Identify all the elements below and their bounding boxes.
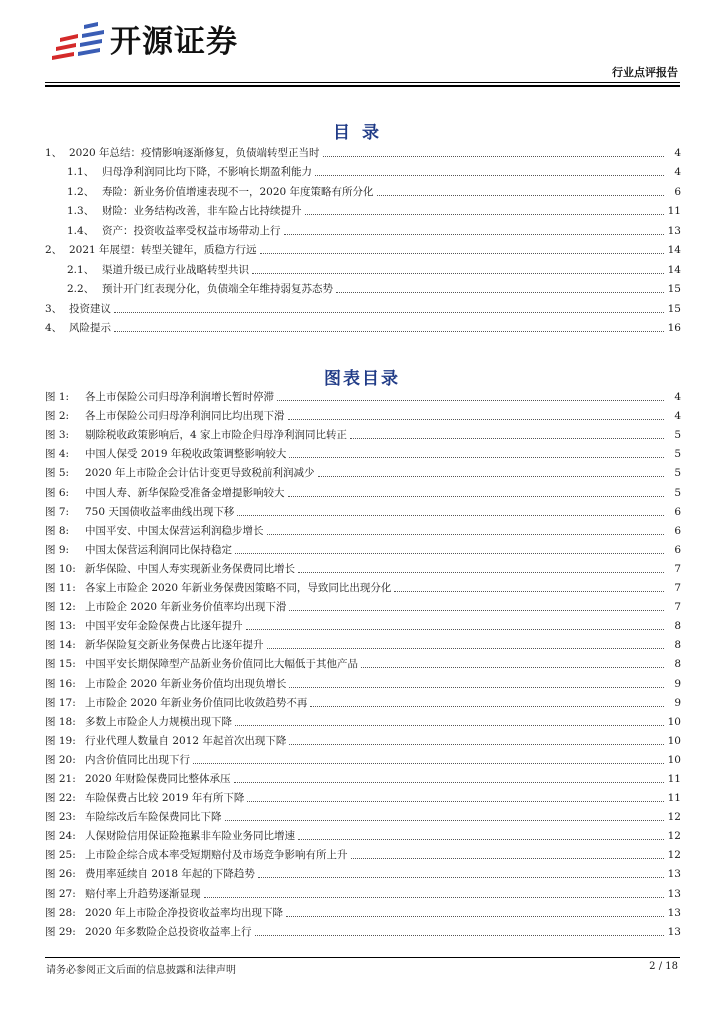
entry-number: 图 6: <box>45 486 70 499</box>
entry-page: 6 <box>674 524 681 537</box>
entry-label: 车险综改后车险保费同比下降 <box>85 811 222 824</box>
figure-entry[interactable] <box>45 881 681 900</box>
toc-title: 目录 <box>333 123 391 143</box>
dot-leader <box>284 233 665 235</box>
entry-label: 资产：投资收益率受权益市场带动上行 <box>102 224 281 237</box>
entry-number: 图 11: <box>45 582 76 595</box>
entry-label: 财险：业务结构改善，非车险占比持续提升 <box>102 205 302 217</box>
entry-number: 图 24: <box>45 830 76 843</box>
dot-leader <box>318 475 664 477</box>
entry-number: 图 16: <box>45 677 76 690</box>
entry-number: 4、 <box>45 322 63 334</box>
entry-number: 图 19: <box>45 734 76 747</box>
header-divider <box>45 82 680 83</box>
dot-leader <box>351 857 665 859</box>
entry-page: 12 <box>667 811 681 824</box>
dot-leader <box>255 934 664 936</box>
dot-leader <box>234 781 664 783</box>
entry-number: 图 28: <box>45 906 76 919</box>
entry-label: 投资建议 <box>69 302 111 315</box>
entry-label: 上市险企 2020 年新业务价值同比收敛趋势不再 <box>85 696 308 709</box>
entry-label: 人保财险信用保证险拖累非车险业务同比增速 <box>85 830 295 843</box>
entry-number: 2.2、 <box>67 283 95 295</box>
dot-leader <box>286 915 664 917</box>
dot-leader <box>377 194 664 196</box>
dot-leader <box>204 896 665 898</box>
entry-label: 内含价值同比出现下行 <box>85 753 190 766</box>
figure-entry[interactable] <box>45 614 681 633</box>
figure-entry[interactable] <box>45 385 681 404</box>
entry-page: 16 <box>667 322 681 334</box>
entry-page: 10 <box>667 753 681 766</box>
dot-leader <box>298 838 664 840</box>
dot-leader <box>288 495 665 497</box>
figure-entry[interactable] <box>45 862 681 881</box>
entry-page: 10 <box>667 715 681 728</box>
figure-entry[interactable] <box>45 423 681 442</box>
entry-page: 8 <box>674 620 681 633</box>
dot-leader <box>288 418 665 420</box>
entry-page: 14 <box>667 263 681 276</box>
toc-list <box>45 140 681 335</box>
entry-label: 寿险：新业务价值增速表现不一，2020 年度策略有所分化 <box>102 185 374 198</box>
entry-label: 新华保险、中国人寿实现新业务保费同比增长 <box>85 562 295 575</box>
entry-number: 图 23: <box>45 811 76 824</box>
entry-page: 6 <box>674 505 681 518</box>
figure-entry[interactable] <box>45 767 681 786</box>
figure-entry[interactable] <box>45 710 681 729</box>
toc-entry[interactable] <box>45 140 681 160</box>
entry-page: 6 <box>674 185 681 198</box>
entry-number: 1.2、 <box>67 185 95 198</box>
entry-page: 11 <box>667 205 681 217</box>
figure-entry[interactable] <box>45 729 681 748</box>
entry-page: 4 <box>674 166 681 178</box>
dot-leader <box>235 552 664 554</box>
entry-label: 归母净利润同比均下降，不影响长期盈利能力 <box>102 166 312 178</box>
entry-number: 图 26: <box>45 868 76 881</box>
dot-leader <box>277 399 664 401</box>
entry-page: 6 <box>674 543 681 556</box>
figure-entry[interactable] <box>45 519 681 538</box>
entry-label: 各上市保险公司归母净利润增长暂时停滞 <box>85 391 274 404</box>
figure-entry[interactable] <box>45 843 681 862</box>
dot-leader <box>237 514 664 516</box>
logo-mark-icon <box>48 22 106 62</box>
dot-leader <box>260 252 664 254</box>
entry-label: 上市险企 2020 年新业务价值均出现负增长 <box>85 677 287 690</box>
header-divider-thick <box>45 85 680 87</box>
dot-leader <box>394 590 664 592</box>
figure-entry[interactable] <box>45 748 681 767</box>
entry-label: 中国人寿、新华保险受准备金增提影响较大 <box>85 486 285 499</box>
figure-entry[interactable] <box>45 824 681 843</box>
entry-page: 13 <box>667 906 681 919</box>
entry-number: 图 17: <box>45 696 76 709</box>
entry-number: 图 27: <box>45 887 76 900</box>
entry-number: 图 18: <box>45 715 76 728</box>
figure-entry[interactable] <box>45 576 681 595</box>
entry-number: 图 9: <box>45 543 70 556</box>
entry-number: 1.4、 <box>67 224 95 237</box>
entry-label: 预计开门红表现分化，负债端全年维持弱复苏态势 <box>102 283 333 295</box>
entry-page: 15 <box>667 283 681 295</box>
entry-page: 4 <box>674 146 681 159</box>
entry-label: 中国平安、中国太保营运利润稳步增长 <box>85 524 264 537</box>
entry-number: 图 2: <box>45 410 70 423</box>
entry-page: 9 <box>674 696 681 709</box>
entry-number: 图 20: <box>45 753 76 766</box>
entry-label: 2021 年展望：转型关键年，质稳方行远 <box>69 244 257 256</box>
entry-page: 4 <box>674 391 681 404</box>
entry-page: 9 <box>674 677 681 690</box>
dot-leader <box>258 876 664 878</box>
figure-entry[interactable] <box>45 633 681 652</box>
entry-number: 图 8: <box>45 524 70 537</box>
toc-entry[interactable] <box>45 277 681 297</box>
entry-label: 2020 年上市险企净投资收益率均出现下降 <box>85 906 284 919</box>
entry-number: 图 29: <box>45 925 76 938</box>
entry-number: 3、 <box>45 302 63 315</box>
entry-page: 13 <box>667 224 681 237</box>
toc-entry[interactable] <box>45 316 681 336</box>
entry-number: 图 12: <box>45 601 76 614</box>
entry-number: 图 1: <box>45 391 70 404</box>
entry-number: 图 7: <box>45 505 70 518</box>
dot-leader <box>289 609 664 611</box>
entry-number: 2、 <box>45 244 63 256</box>
entry-label: 渠道升级已成行业战略转型共识 <box>102 263 249 276</box>
entry-page: 5 <box>674 448 681 461</box>
figure-entry[interactable] <box>45 404 681 423</box>
figure-entry[interactable] <box>45 901 681 920</box>
footer-divider <box>45 957 680 958</box>
entry-number: 图 3: <box>45 429 70 442</box>
figure-entry[interactable] <box>45 805 681 824</box>
entry-number: 图 4: <box>45 448 70 461</box>
dot-leader <box>246 628 665 630</box>
figure-entry[interactable] <box>45 557 681 576</box>
dot-leader <box>350 437 664 439</box>
figure-entry[interactable] <box>45 786 681 805</box>
toc-entry[interactable] <box>45 160 681 180</box>
entry-page: 5 <box>674 467 681 480</box>
entry-label: 2020 年总结：疫情影响逐渐修复，负债端转型正当时 <box>69 146 320 159</box>
company-name: 开源证券 <box>110 24 238 60</box>
dot-leader <box>193 762 664 764</box>
dot-leader <box>235 724 664 726</box>
figure-entry[interactable] <box>45 461 681 480</box>
entry-label: 各上市保险公司归母净利润同比均出现下滑 <box>85 410 285 423</box>
figure-entry[interactable] <box>45 480 681 499</box>
dot-leader <box>252 272 664 274</box>
entry-label: 中国平安年金险保费占比逐年提升 <box>85 620 243 633</box>
entry-number: 图 14: <box>45 639 76 652</box>
entry-page: 12 <box>667 830 681 843</box>
entry-label: 剔除税收政策影响后，4 家上市险企归母净利润同比转正 <box>85 429 348 442</box>
entry-number: 1.1、 <box>67 166 95 178</box>
report-type: 行业点评报告 <box>612 66 678 79</box>
entry-number: 1.3、 <box>67 205 95 217</box>
entry-label: 2020 年财险保费同比整体承压 <box>85 772 231 785</box>
toc-entry[interactable] <box>45 199 681 219</box>
entry-page: 8 <box>674 658 681 671</box>
dot-leader <box>336 291 664 293</box>
dot-leader <box>114 311 664 313</box>
figure-entry[interactable] <box>45 500 681 519</box>
entry-label: 上市险企综合成本率受短期赔付及市场竞争影响有所上升 <box>85 849 348 862</box>
entry-page: 15 <box>667 302 681 315</box>
entry-number: 图 13: <box>45 620 76 633</box>
entry-page: 8 <box>674 639 681 652</box>
entry-number: 图 21: <box>45 772 76 785</box>
entry-page: 10 <box>667 734 681 747</box>
footer-disclaimer: 请务必参阅正文后面的信息披露和法律声明 <box>46 965 236 976</box>
dot-leader <box>305 213 665 215</box>
entry-label: 新华保险复交新业务保费占比逐年提升 <box>85 639 264 652</box>
entry-label: 中国太保营运利润同比保持稳定 <box>85 543 232 556</box>
entry-page: 14 <box>667 244 681 256</box>
toc-entry[interactable] <box>45 257 681 277</box>
entry-page: 13 <box>667 925 681 938</box>
entry-label: 上市险企 2020 年新业务价值率均出现下滑 <box>85 601 287 614</box>
figure-entry[interactable] <box>45 652 681 671</box>
entry-number: 图 22: <box>45 792 76 805</box>
dot-leader <box>310 705 664 707</box>
entry-page: 11 <box>667 792 681 805</box>
entry-label: 风险提示 <box>69 322 111 334</box>
page-indicator: 2 / 18 <box>649 961 678 972</box>
entry-label: 中国平安长期保障型产品新业务价值同比大幅低于其他产品 <box>85 658 358 671</box>
figure-list <box>45 385 681 939</box>
dot-leader <box>267 533 665 535</box>
toc-entry[interactable] <box>45 296 681 316</box>
entry-label: 2020 年上市险企会计估计变更导致税前利润减少 <box>85 467 315 480</box>
company-logo <box>48 22 238 62</box>
dot-leader <box>289 456 664 458</box>
toc-entry[interactable] <box>45 179 681 199</box>
dot-leader <box>289 743 664 745</box>
entry-number: 图 25: <box>45 849 76 862</box>
entry-label: 各家上市险企 2020 年新业务保费因策略不同，导致同比出现分化 <box>85 582 392 595</box>
toc-entry[interactable] <box>45 238 681 258</box>
entry-label: 费用率延续自 2018 年起的下降趋势 <box>85 868 255 881</box>
entry-number: 图 10: <box>45 562 76 575</box>
entry-label: 中国人保受 2019 年税收政策调整影响较大 <box>85 448 287 461</box>
entry-number: 1、 <box>45 146 63 159</box>
figure-entry[interactable] <box>45 442 681 461</box>
figure-toc-title: 图表目录 <box>324 369 400 389</box>
dot-leader <box>315 174 664 176</box>
figure-entry[interactable] <box>45 671 681 690</box>
dot-leader <box>247 800 664 802</box>
entry-page: 7 <box>674 601 681 614</box>
figure-entry[interactable] <box>45 920 681 939</box>
entry-page: 11 <box>667 772 681 785</box>
entry-page: 13 <box>667 868 681 881</box>
entry-label: 750 天国债收益率曲线出现下移 <box>85 505 235 518</box>
toc-entry[interactable] <box>45 218 681 238</box>
dot-leader <box>289 686 664 688</box>
entry-page: 7 <box>674 582 681 595</box>
entry-number: 图 5: <box>45 467 70 480</box>
entry-page: 12 <box>667 849 681 862</box>
entry-page: 7 <box>674 562 681 575</box>
figure-entry[interactable] <box>45 691 681 710</box>
dot-leader <box>298 571 664 573</box>
figure-entry[interactable] <box>45 595 681 614</box>
entry-label: 车险保费占比较 2019 年有所下降 <box>85 792 245 805</box>
dot-leader <box>361 666 664 668</box>
entry-label: 2020 年多数险企总投资收益率上行 <box>85 925 252 938</box>
figure-entry[interactable] <box>45 538 681 557</box>
dot-leader <box>225 819 665 821</box>
entry-label: 多数上市险企人力规模出现下降 <box>85 715 232 728</box>
entry-label: 赔付率上升趋势逐渐显现 <box>85 887 201 900</box>
entry-number: 2.1、 <box>67 263 95 276</box>
dot-leader <box>323 155 664 157</box>
entry-page: 5 <box>674 486 681 499</box>
entry-number: 图 15: <box>45 658 76 671</box>
entry-label: 行业代理人数量自 2012 年起首次出现下降 <box>85 734 287 747</box>
dot-leader <box>114 330 664 332</box>
entry-page: 4 <box>674 410 681 423</box>
dot-leader <box>267 647 665 649</box>
entry-page: 13 <box>667 887 681 900</box>
entry-page: 5 <box>674 429 681 442</box>
